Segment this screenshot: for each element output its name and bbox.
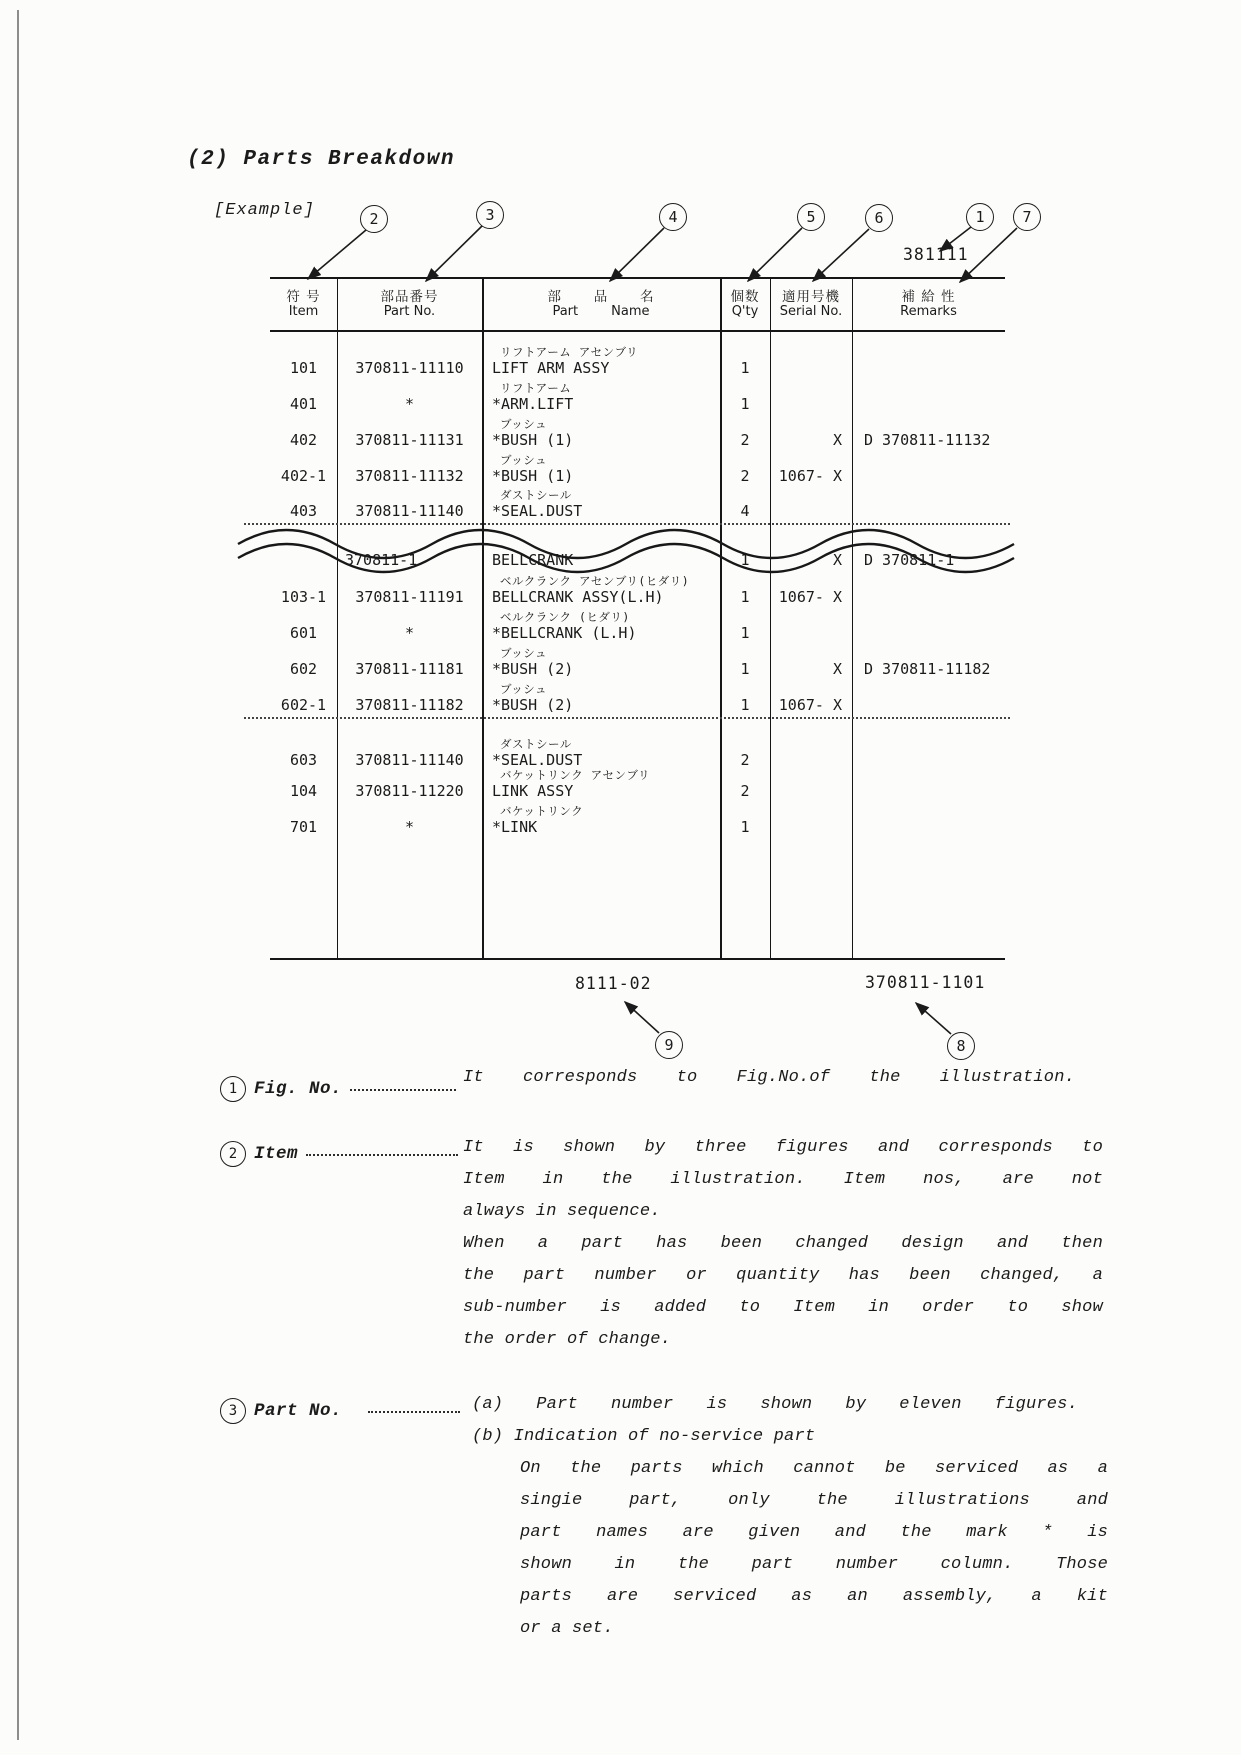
cell-remarks: D 370811-11182	[864, 660, 991, 678]
cell-serial: X	[832, 551, 842, 569]
note-text-item	[463, 1132, 1103, 1356]
table-row	[270, 646, 1005, 682]
cell-serial: X	[832, 431, 842, 449]
cell-qty: 2	[740, 467, 750, 485]
cell-qty: 1	[740, 359, 750, 377]
callout-4: 4	[659, 203, 687, 231]
cell-part-no: 370811-1	[345, 551, 418, 569]
note-line: singie part, only the illustrations and	[520, 1491, 1108, 1510]
table-top-rule	[270, 277, 1005, 279]
table-row	[270, 768, 1005, 804]
part-name-kana: リフトアーム アセンブリ	[500, 345, 639, 359]
cell-part-name: *SEAL.DUST	[492, 502, 583, 520]
cell-qty: 1	[740, 624, 750, 642]
cell-item: 402	[289, 431, 318, 449]
table-row	[270, 453, 1005, 489]
cell-serial: 1067- X	[778, 588, 842, 606]
cell-qty: 4	[740, 502, 750, 520]
part-name-kana: ブッシュ	[500, 453, 547, 467]
part-name-kana: ダストシール	[500, 488, 572, 502]
fig-no-value: 381111	[903, 245, 969, 264]
cell-part-name: *BELLCRANK (L.H)	[492, 624, 637, 642]
note-text-fig-no: It corresponds to Fig.No.of the illustration.	[463, 1068, 1075, 1087]
note-line: (b) Indication of no-service part	[472, 1427, 816, 1446]
cell-serial: 1067- X	[778, 696, 842, 714]
note-line: Item in the illustration. Item nos, are not	[463, 1170, 1103, 1189]
note-line: On the parts which cannot be serviced as a	[520, 1459, 1108, 1478]
part-name-kana: バケットリンク	[500, 804, 584, 818]
table-bottom-rule	[270, 958, 1005, 960]
callout-1: 1	[966, 203, 994, 231]
table-row	[270, 381, 1005, 417]
header-partno-en: Part No.	[383, 304, 436, 319]
table-row	[270, 345, 1005, 381]
cell-item: 403	[289, 502, 318, 520]
cell-part-name: *BUSH (2)	[492, 696, 574, 714]
note-line: the order of change.	[463, 1330, 672, 1349]
callout-2: 2	[360, 205, 388, 233]
cell-part-name: *ARM.LIFT	[492, 395, 574, 413]
note-circle-3: 3	[220, 1398, 246, 1424]
cell-part-name: *BUSH (1)	[492, 467, 574, 485]
section-title: (2) Parts Breakdown	[187, 148, 455, 171]
cell-part-name: *LINK	[492, 818, 538, 836]
table-row	[270, 682, 1005, 718]
note-line: When a part has been changed design and then	[463, 1234, 1103, 1253]
table-row	[270, 417, 1005, 453]
cell-part-no: 370811-11220	[355, 782, 464, 800]
cell-item: 402-1	[280, 467, 327, 485]
scan-edge-line	[17, 10, 19, 1740]
cell-part-no: 370811-11132	[355, 467, 464, 485]
cell-part-no: *	[404, 818, 415, 836]
cell-part-name: LIFT ARM ASSY	[492, 359, 610, 377]
cell-item: 602	[289, 660, 318, 678]
note-line: shown in the part number column. Those	[520, 1555, 1108, 1574]
note-circle-1: 1	[220, 1076, 246, 1102]
part-name-kana: ベルクランク アセンブリ(ヒダリ)	[500, 574, 690, 588]
callout-5: 5	[797, 203, 825, 231]
note-circle-2: 2	[220, 1141, 246, 1167]
note-line: It is shown by three figures and corresponds to	[463, 1138, 1103, 1157]
note-term-item: Item	[254, 1144, 299, 1164]
part-name-kana: ブッシュ	[500, 646, 547, 660]
part-name-kana: ダストシール	[500, 737, 572, 751]
cell-part-no: 370811-11191	[355, 588, 464, 606]
cell-item: 601	[289, 624, 318, 642]
cell-part-no: 370811-11140	[355, 751, 464, 769]
cell-qty: 1	[740, 660, 750, 678]
cell-part-no: 370811-11110	[355, 359, 464, 377]
cell-serial: 1067- X	[778, 467, 842, 485]
table-row	[270, 574, 1005, 610]
cell-serial: X	[832, 660, 842, 678]
cell-qty: 1	[740, 818, 750, 836]
note-term-fig-no: Fig. No.	[254, 1079, 343, 1099]
note-line: (a) Part number is shown by eleven figures.	[472, 1395, 1078, 1414]
dotted-leader	[306, 1154, 458, 1156]
cell-part-no: 370811-11140	[355, 502, 464, 520]
cell-remarks: D 370811-1	[864, 551, 955, 569]
cell-item: 101	[289, 359, 318, 377]
cell-part-no: 370811-11131	[355, 431, 464, 449]
note-line: the part number or quantity has been changed, a	[463, 1266, 1103, 1285]
cell-remarks: D 370811-11132	[864, 431, 991, 449]
cell-item: 701	[289, 818, 318, 836]
callout-3: 3	[476, 201, 504, 229]
cell-item: 104	[289, 782, 318, 800]
header-item-jp: 符 号	[286, 289, 321, 305]
cell-part-no: *	[404, 624, 415, 642]
drawing-no: 370811-1101	[865, 973, 986, 992]
cell-qty: 2	[740, 782, 750, 800]
cell-qty: 2	[740, 751, 750, 769]
note-line: parts are serviced as an assembly, a kit	[520, 1587, 1108, 1606]
part-name-kana: リフトアーム	[500, 381, 572, 395]
note-line: always in sequence.	[463, 1202, 661, 1221]
cell-part-name: *BUSH (2)	[492, 660, 574, 678]
callout-9: 9	[655, 1031, 683, 1059]
cell-item: 401	[289, 395, 318, 413]
note-line: sub-number is added to Item in order to show	[463, 1298, 1103, 1317]
table-row-obscured	[270, 551, 1005, 573]
table-row	[270, 610, 1005, 646]
cell-part-name: *BUSH (1)	[492, 431, 574, 449]
cell-qty: 1	[740, 696, 750, 714]
table-header-rule	[270, 330, 1005, 332]
header-qty-en: Q'ty	[731, 304, 759, 319]
cell-part-name: BELLCRANK ASSY(L.H)	[492, 588, 664, 606]
cell-part-name: LINK ASSY	[492, 782, 574, 800]
note-text-part-no-body	[520, 1453, 1108, 1645]
header-remarks-en: Remarks	[900, 304, 957, 319]
part-name-kana: ベルクランク (ヒダリ)	[500, 610, 630, 624]
dotted-leader	[368, 1411, 460, 1413]
note-line: part names are given and the mark * is	[520, 1523, 1108, 1542]
cell-part-no: 370811-11182	[355, 696, 464, 714]
callout-7: 7	[1013, 203, 1041, 231]
header-serial-jp: 適用号機	[782, 289, 840, 305]
cell-item: 103-1	[280, 588, 327, 606]
table-row	[270, 488, 1005, 524]
cell-part-no: 370811-11181	[355, 660, 464, 678]
table-row	[270, 804, 1005, 840]
note-term-part-no: Part No.	[254, 1401, 343, 1421]
part-name-kana: ブッシュ	[500, 682, 547, 696]
header-qty-jp: 個数	[730, 289, 760, 305]
header-serial-en: Serial No.	[779, 304, 843, 319]
cell-item: 602-1	[280, 696, 327, 714]
header-name-jp: 部 品 名	[547, 289, 655, 305]
cell-item: 603	[289, 751, 318, 769]
note-text-part-no-ab	[472, 1389, 1078, 1453]
cell-part-no: *	[404, 395, 415, 413]
page-code: 8111-02	[575, 974, 652, 993]
header-item-en: Item	[288, 304, 319, 319]
cell-qty: 1	[740, 395, 750, 413]
part-name-kana: ブッシュ	[500, 417, 547, 431]
dotted-leader	[350, 1089, 456, 1091]
part-name-kana: バケットリンク アセンブリ	[500, 768, 651, 782]
cell-qty: 1	[740, 588, 750, 606]
cell-qty: 2	[740, 431, 750, 449]
parts-table	[270, 277, 1005, 958]
header-name-en: Part Name	[552, 304, 650, 319]
note-line: or a set.	[520, 1619, 614, 1638]
header-partno-jp: 部品番号	[380, 289, 439, 305]
callout-8: 8	[947, 1032, 975, 1060]
cell-qty: 1	[740, 551, 750, 569]
cell-part-name: BELLCRANK	[492, 551, 574, 569]
header-remarks-jp: 補 給 性	[901, 289, 956, 305]
callout-6: 6	[865, 204, 893, 232]
cell-part-name: *SEAL.DUST	[492, 751, 583, 769]
example-label: [Example]	[214, 201, 315, 220]
